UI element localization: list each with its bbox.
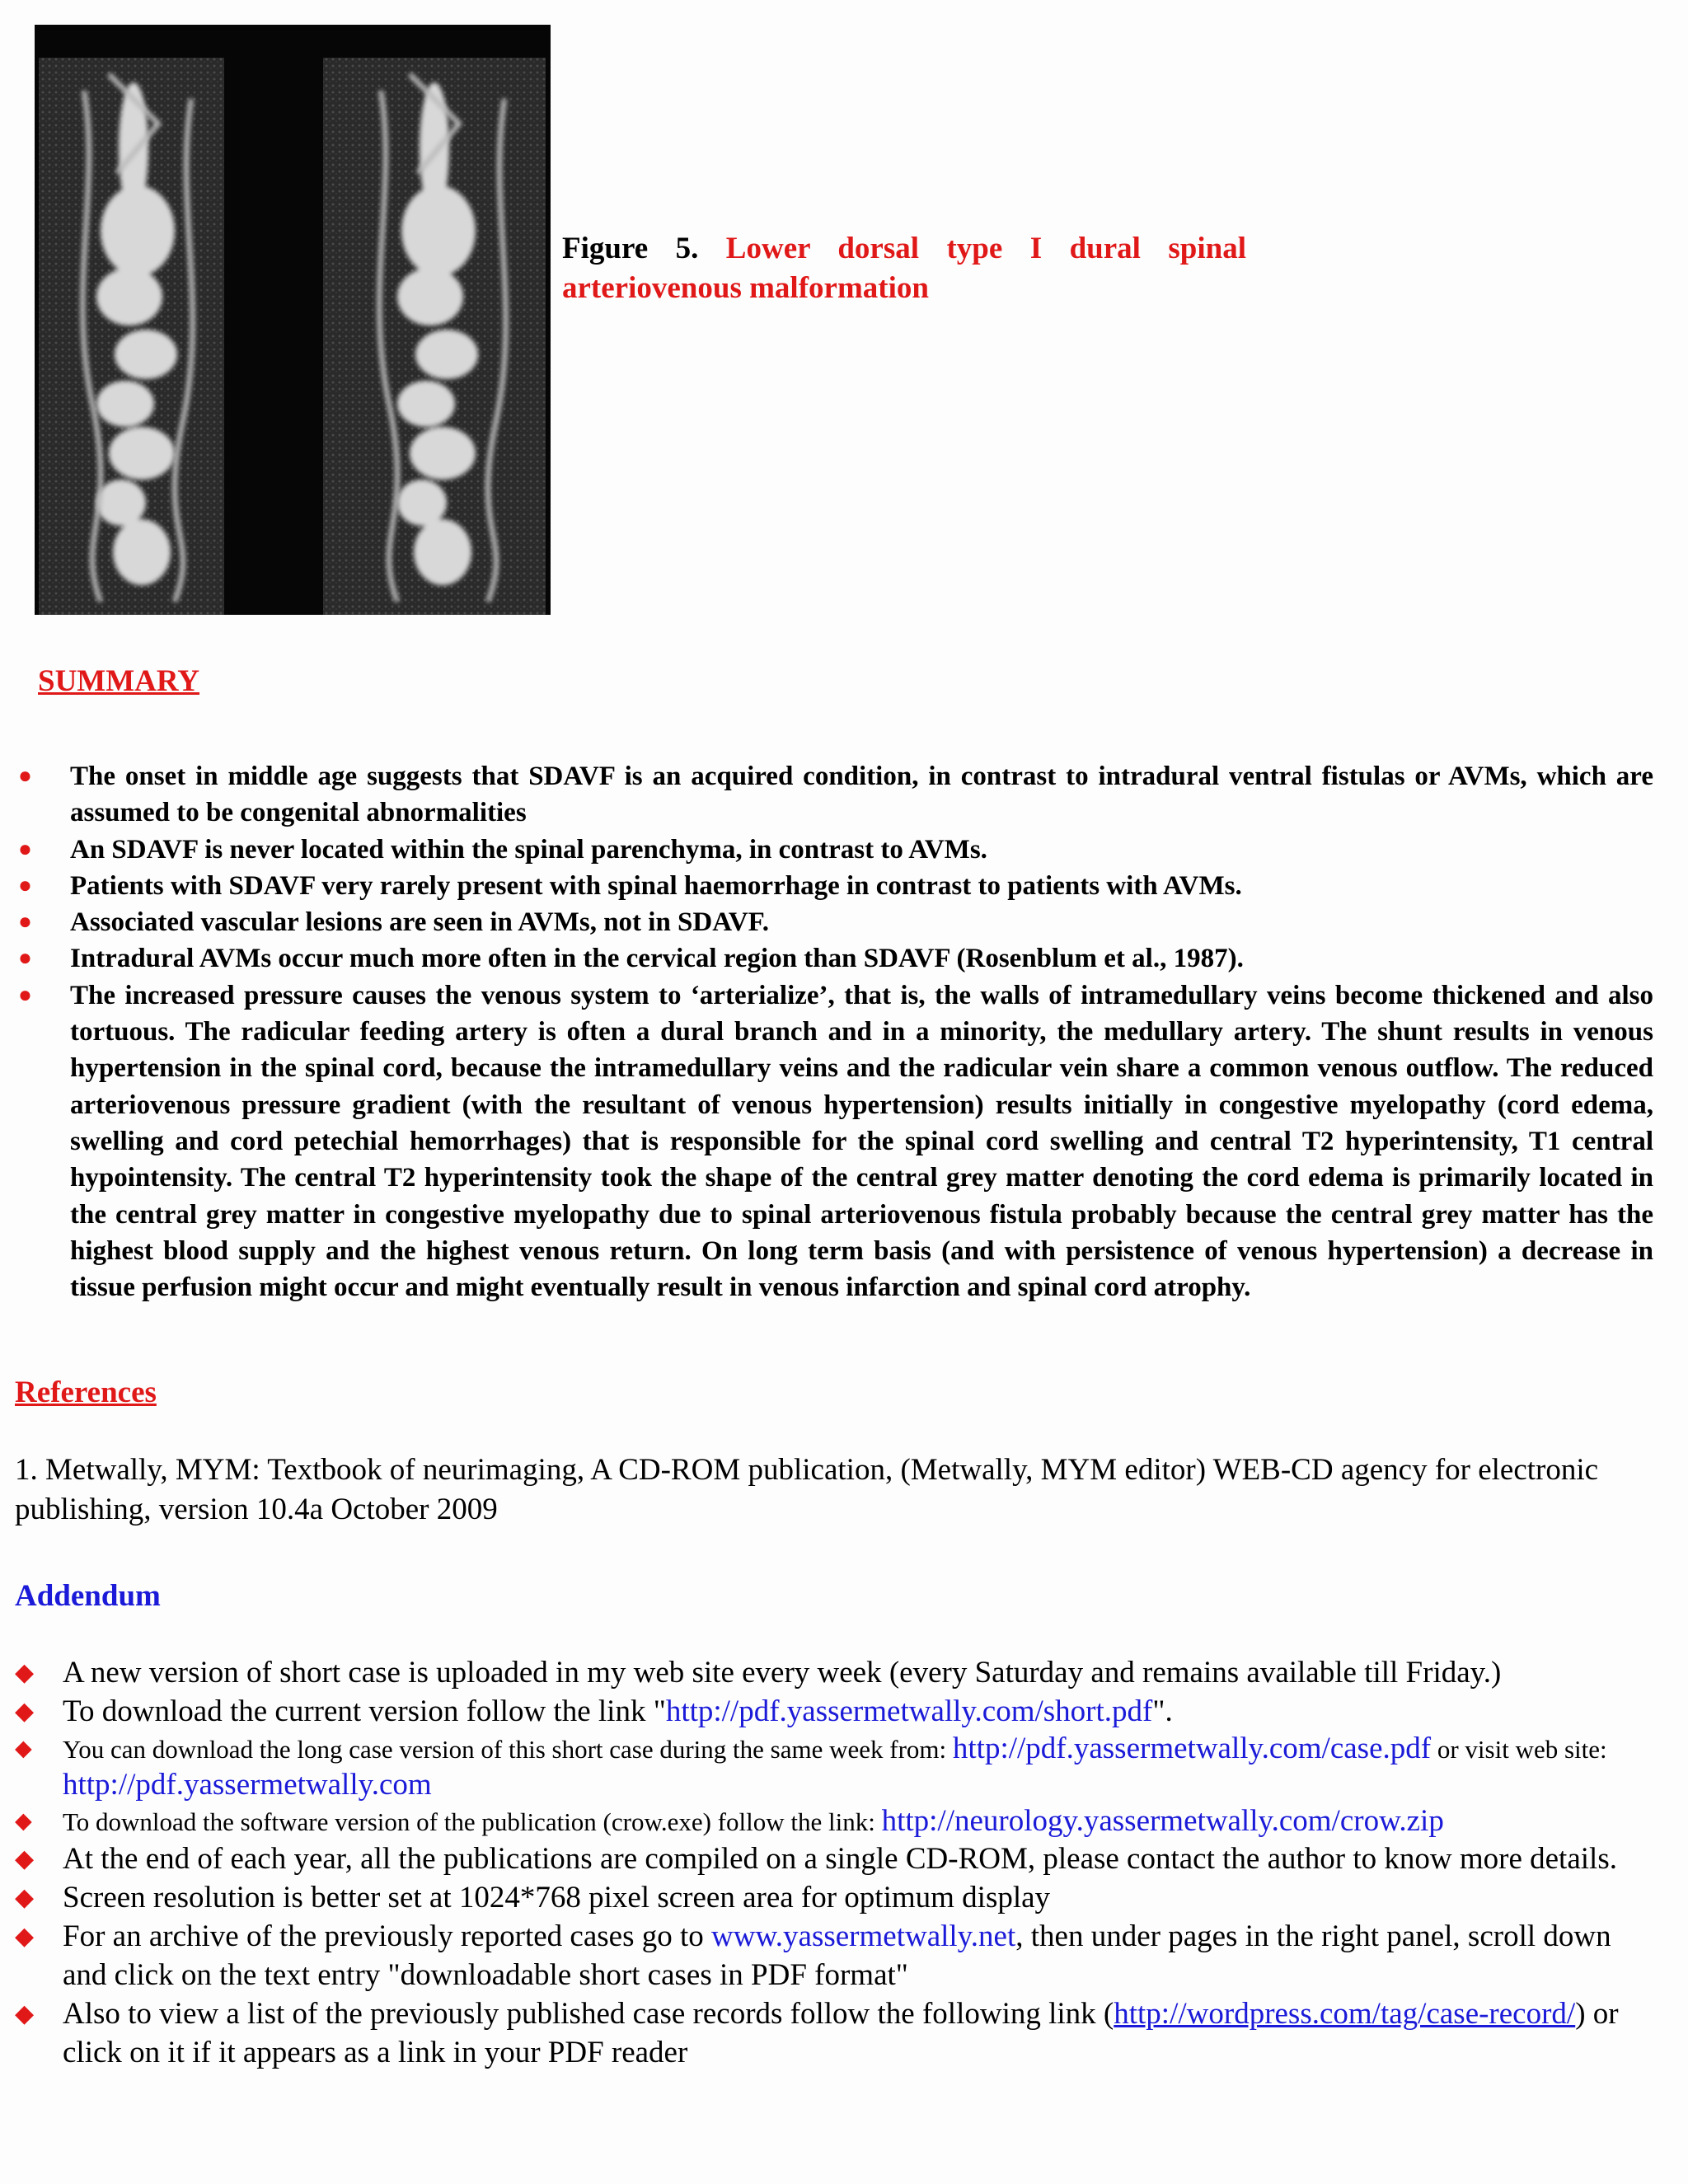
wordpress-case-record-link[interactable]: http://wordpress.com/tag/case-record/ — [1114, 1997, 1576, 2031]
addendum-heading: Addendum — [15, 1579, 161, 1613]
diamond-bullet-icon: ◆ — [15, 1659, 35, 1686]
diamond-bullet-icon: ◆ — [15, 1698, 35, 1725]
bullet-icon: ● — [18, 836, 32, 862]
addendum-item: ◆ To download the software version of the publication (crow.exe) follow the link: http://neurology.yassermetwally.com/crow.zip — [15, 1804, 1444, 1838]
summary-item: ● The increased pressure causes the venous system to ‘arterialize’, that is, the walls of intramedullary veins become thickened and also tortuous. The radicular feeding artery is often a dural branch and in a minority, the medullary artery. The shunt results in venous hypertension in the spinal cord, because the intramedullary veins and the radicular vein share a common venous outflow. The reduced arteriovenous pressure gradient (with the resultant of venous hypertension) results initially in congestive myelopathy (cord edema, swelling and cord petechial hemorrhages) that is responsible for the spinal cord swelling and central T2 hyperintensity, T1 central hypointensity. The central T2 hyperintensity took the shape of the central grey matter denoting the cord edema is primarily located in the central grey matter in congestive myelopathy due to spinal arteriovenous fistula probably because the central grey matter has the highest blood supply and the highest venous return. On long term basis (and with persistence of venous hypertension) a decrease in tissue perfusion might occur and might eventually result in venous infarction and spinal cord atrophy. — [16, 977, 1653, 1306]
summary-item: ● Associated vascular lesions are seen in AVMs, not in SDAVF. — [16, 904, 1653, 940]
bullet-icon: ● — [18, 763, 32, 789]
addendum-list — [15, 1653, 1655, 2072]
bullet-icon: ● — [18, 982, 32, 1008]
summary-list — [16, 758, 1653, 1305]
summary-item: ● Patients with SDAVF very rarely present with spinal haemorrhage in contrast to patients with AVMs. — [16, 868, 1653, 904]
figure-image — [35, 25, 551, 615]
case-pdf-link[interactable]: http://pdf.yassermetwally.com/case.pdf — [952, 1732, 1432, 1765]
diamond-bullet-icon: ◆ — [15, 1736, 32, 1760]
addendum-item: ◆ Also to view a list of the previously published case records follow the following link (http://wordpress.com/tag/case-record/) or click on it if it appears as a link in your PDF reader — [15, 1994, 1655, 2072]
summary-item: ● An SDAVF is never located within the spinal parenchyma, in contrast to AVMs. — [16, 832, 1653, 868]
addendum-item: ◆ For an archive of the previously reported cases go to www.yassermetwally.net, then under pages in the right panel, scroll down and click on the text entry "downloadable short cases in PDF format" — [15, 1917, 1655, 1994]
diamond-bullet-icon: ◆ — [15, 1845, 35, 1872]
summary-item: ● The onset in middle age suggests that SDAVF is an acquired condition, in contrast to intradural ventral fistulas or AVMs, which are assumed to be congenital abnormalities — [16, 758, 1653, 832]
bullet-icon: ● — [18, 872, 32, 898]
angiogram-left-panel — [39, 58, 224, 615]
addendum-item: ◆ Screen resolution is better set at 1024*768 pixel screen area for optimum display — [15, 1878, 1655, 1917]
yassermetwally-net-link[interactable]: www.yassermetwally.net — [711, 1919, 1016, 1953]
angiogram-graphic — [35, 25, 551, 615]
bullet-icon: ● — [18, 945, 32, 972]
addendum-item: ◆ To download the current version follow the link "http://pdf.yassermetwally.com/short.pdf". — [15, 1692, 1655, 1731]
diamond-bullet-icon: ◆ — [15, 1884, 35, 1911]
figure-caption — [562, 229, 1246, 308]
diamond-bullet-icon: ◆ — [15, 2000, 35, 2027]
references-heading: References — [15, 1376, 157, 1409]
diamond-bullet-icon: ◆ — [15, 1808, 32, 1833]
addendum-item: ◆ A new version of short case is uploaded in my web site every week (every Saturday and remains available till Friday.) — [15, 1653, 1655, 1692]
crow-zip-link[interactable]: http://neurology.yassermetwally.com/crow.zip — [881, 1804, 1444, 1838]
figure-title: Lower dorsal type I dural spinal arteriovenous malformation — [562, 232, 1246, 305]
summary-item: ● Intradural AVMs occur much more often in the cervical region than SDAVF (Rosenblum et al., 1987). — [16, 940, 1653, 977]
summary-heading: SUMMARY — [38, 664, 200, 698]
short-pdf-link[interactable]: http://pdf.yassermetwally.com/short.pdf — [665, 1694, 1153, 1728]
figure-label: Figure 5. — [562, 232, 699, 265]
addendum-item: ◆ At the end of each year, all the publications are compiled on a single CD-ROM, please contact the author to know more details. — [15, 1840, 1655, 1878]
addendum-item: ◆ You can download the long case version of this short case during the same week from: http://pdf.yassermetwally.com/case.pdf or visit web site: http://pdf.yassermetwally.com — [15, 1732, 1607, 1802]
angiogram-right-panel — [323, 58, 546, 615]
diamond-bullet-icon: ◆ — [15, 1923, 35, 1950]
reference-item: 1. Metwally, MYM: Textbook of neurimaging, A CD-ROM publication, (Metwally, MYM editor) WEB-CD agency for electronic publishing, version 10.4a October 2009 — [15, 1453, 1599, 1526]
pdf-site-link[interactable]: http://pdf.yassermetwally.com — [63, 1768, 432, 1802]
bullet-icon: ● — [18, 909, 32, 935]
